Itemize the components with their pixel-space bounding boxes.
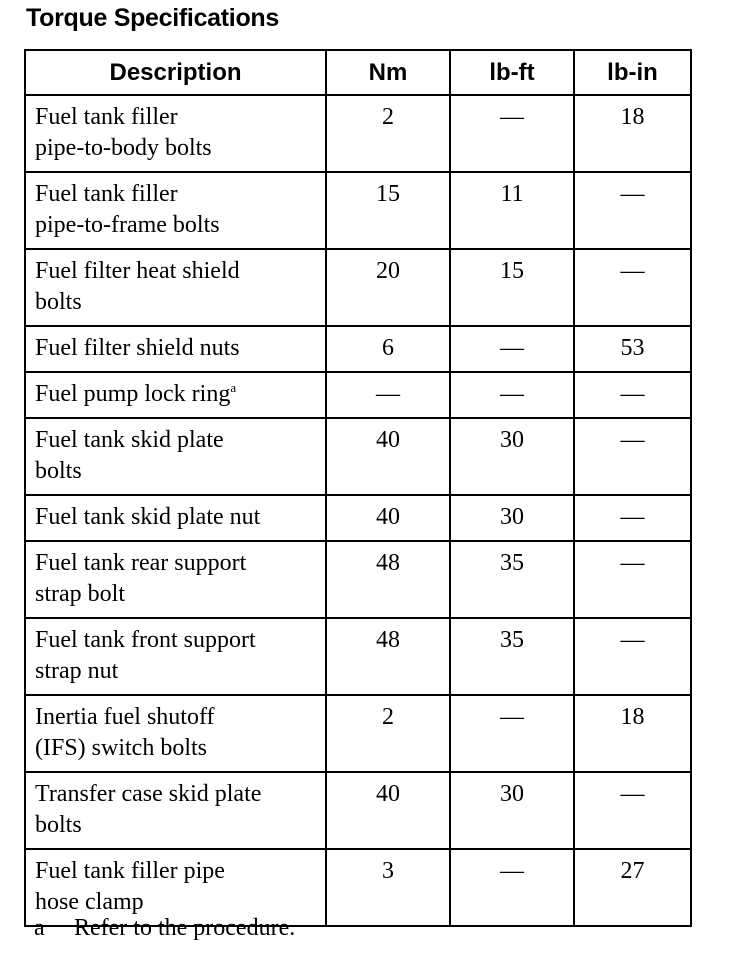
lb-in-cell: 27 (574, 849, 691, 926)
nm-cell: 40 (326, 495, 450, 541)
page-title: Torque Specifications (26, 4, 280, 32)
description-cell (25, 418, 326, 495)
table-row (25, 326, 691, 372)
description-line: Fuel tank skid plate (35, 427, 224, 453)
column-header-lb-ft: lb-ft (450, 50, 574, 95)
table-row (25, 172, 691, 249)
column-header-description: Description (25, 50, 326, 95)
lb-ft-cell: — (450, 849, 574, 926)
lb-ft-cell: — (450, 95, 574, 172)
column-header-lb-in: lb-in (574, 50, 691, 95)
table-row (25, 695, 691, 772)
table-row (25, 249, 691, 326)
description-line: Fuel tank filler (35, 104, 178, 130)
description-line: Fuel tank filler (35, 181, 178, 207)
description-line: bolts (35, 289, 82, 315)
description-cell (25, 541, 326, 618)
table-header-row (25, 50, 691, 95)
footnote-ref: a (230, 380, 237, 395)
description-line: bolts (35, 458, 82, 484)
lb-in-cell: — (574, 172, 691, 249)
description-cell (25, 495, 326, 541)
description-line: strap bolt (35, 581, 125, 607)
lb-in-cell: — (574, 372, 691, 418)
lb-in-cell: — (574, 249, 691, 326)
table-body (25, 95, 691, 926)
description-cell (25, 326, 326, 372)
lb-ft-cell: 35 (450, 541, 574, 618)
lb-in-cell: — (574, 541, 691, 618)
nm-cell: 40 (326, 418, 450, 495)
lb-in-cell: — (574, 618, 691, 695)
description-line: Fuel filter heat shield (35, 258, 240, 284)
nm-cell: 6 (326, 326, 450, 372)
lb-ft-cell: 11 (450, 172, 574, 249)
lb-ft-cell: — (450, 326, 574, 372)
nm-cell: 48 (326, 541, 450, 618)
nm-cell: 15 (326, 172, 450, 249)
description-line: Fuel tank rear support (35, 550, 247, 576)
footnote (34, 915, 295, 942)
nm-cell: 2 (326, 695, 450, 772)
description-cell (25, 249, 326, 326)
lb-ft-cell: — (450, 695, 574, 772)
description-cell (25, 172, 326, 249)
description-line: Fuel filter shield nuts (35, 335, 240, 361)
nm-cell: 48 (326, 618, 450, 695)
lb-ft-cell: 30 (450, 418, 574, 495)
nm-cell: 40 (326, 772, 450, 849)
lb-ft-cell: 30 (450, 772, 574, 849)
table-row (25, 541, 691, 618)
lb-in-cell: — (574, 495, 691, 541)
lb-in-cell: 53 (574, 326, 691, 372)
lb-ft-cell: 30 (450, 495, 574, 541)
lb-in-cell: 18 (574, 695, 691, 772)
description-line: pipe-to-frame bolts (35, 212, 220, 238)
table-row (25, 95, 691, 172)
nm-cell: 2 (326, 95, 450, 172)
description-line: Fuel pump lock ring (35, 381, 231, 407)
description-cell (25, 618, 326, 695)
description-line: Inertia fuel shutoff (35, 704, 215, 730)
lb-ft-cell: 35 (450, 618, 574, 695)
description-line: Fuel tank front support (35, 627, 256, 653)
description-line: (IFS) switch bolts (35, 735, 208, 761)
description-cell (25, 772, 326, 849)
nm-cell: 3 (326, 849, 450, 926)
description-line: strap nut (35, 658, 119, 684)
description-cell (25, 95, 326, 172)
description-line: Fuel tank filler pipe (35, 858, 225, 884)
description-line: bolts (35, 812, 82, 838)
table-row (25, 372, 691, 418)
footnote-text: Refer to the procedure. (74, 915, 296, 941)
description-line: Fuel tank skid plate nut (35, 504, 261, 530)
description-cell (25, 695, 326, 772)
description-line: pipe-to-body bolts (35, 135, 212, 161)
lb-in-cell: — (574, 772, 691, 849)
column-header-nm: Nm (326, 50, 450, 95)
table-row (25, 772, 691, 849)
description-cell (25, 372, 326, 418)
table-row (25, 495, 691, 541)
description-line: Transfer case skid plate (35, 781, 262, 807)
footnote-mark: a (34, 915, 45, 941)
table-row (25, 618, 691, 695)
description-line: hose clamp (35, 889, 144, 915)
lb-in-cell: — (574, 418, 691, 495)
nm-cell: 20 (326, 249, 450, 326)
lb-in-cell: 18 (574, 95, 691, 172)
table-row (25, 418, 691, 495)
nm-cell: — (326, 372, 450, 418)
lb-ft-cell: 15 (450, 249, 574, 326)
lb-ft-cell: — (450, 372, 574, 418)
torque-spec-table (24, 49, 692, 927)
